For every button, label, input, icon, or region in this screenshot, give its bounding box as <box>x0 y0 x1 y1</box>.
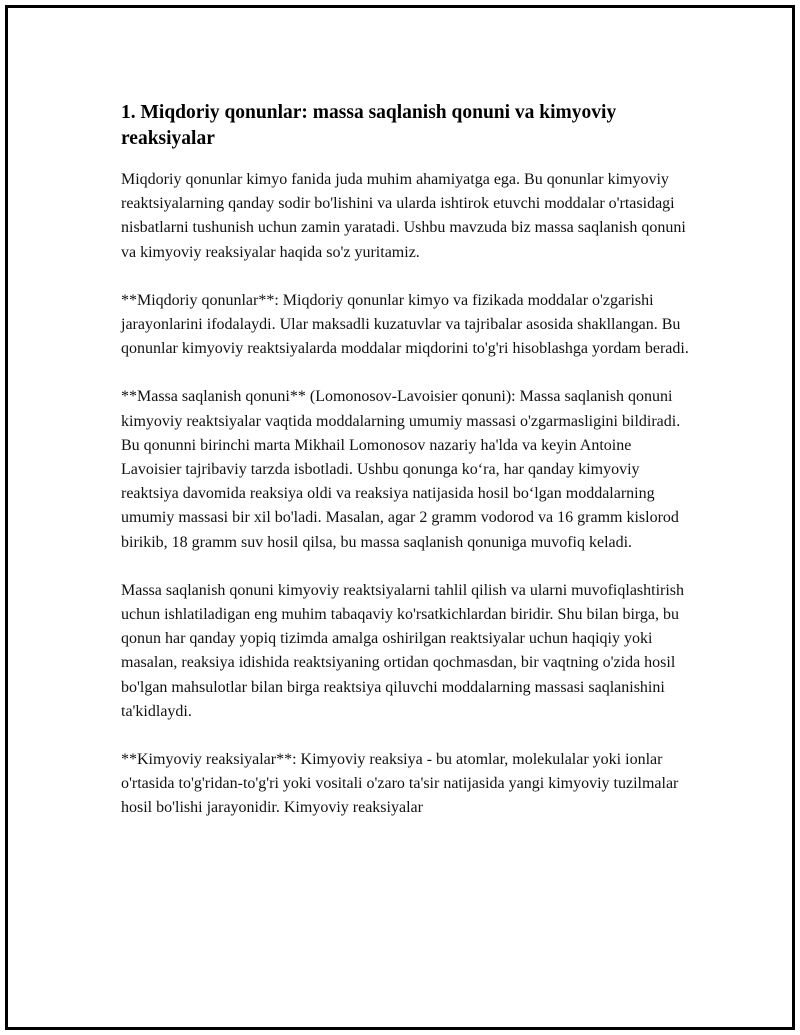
paragraph-chemical-reactions: **Kimyoviy reaksiyalar**: Kimyoviy reaksiya - bu atomlar, molekulalar yoki ionlar o'rtasida to'g'ridan-to'g'ri yoki vositali o'zaro ta'sir natijasida yangi kimyoviy tuzilmalar hosil bo'lishi jarayonidir. Kimyoviy reaksiyalar <box>121 751 679 817</box>
paragraph-intro: Miqdoriy qonunlar kimyo fanida juda muhim ahamiyatga ega. Bu qonunlar kimyoviy reaktsiyalarning qanday sodir bo'lishini va ularda ishtirok etuvchi moddalar o'rtasidagi nisbatlarni tushunish uchun zamin yaratadi. Ushbu mavzuda biz massa saqlanish qonuni va kimyoviy reaksiyalar haqida so'z yuritamiz. <box>121 171 686 261</box>
page-frame <box>5 5 795 1030</box>
page-title: 1. Miqdoriy qonunlar: massa saqlanish qonuni va kimyoviy reaksiyalar <box>121 102 617 149</box>
paragraph-mass-conservation: **Massa saqlanish qonuni** (Lomonosov-Lavoisier qonuni): Massa saqlanish qonuni kimyoviy reaktsiyalar vaqtida moddalarning umumiy massasi o'zgarmasligini bildiradi. Bu qonunni birinchi marta Mikhail Lomonosov nazariy ha'lda va keyin Antoine Lavoisier tajribaviy tarzda isbotladi. Ushbu qonunga ko‘ra, har qanday kimyoviy reaktsiya davomida reaksiya oldi va reaksiya natijasida hosil bo‘lgan moddalarning umumiy massasi bir xil bo'ladi. Masalan, agar 2 gramm vodorod va 16 gramm kislorod birikib, 18 gramm suv hosil qilsa, bu massa saqlanish qonuniga muvofiq keladi. <box>121 388 681 551</box>
paragraph-quantitative-laws: **Miqdoriy qonunlar**: Miqdoriy qonunlar kimyo va fizikada moddalar o'zgarishi jarayonlarini ifodalaydi. Ular maksadli kuzatuvlar va tajribalar asosida shakllangan. Bu qonunlar kimyoviy reaktsiyalarda moddalar miqdorini to'g'ri hisoblashga yordam beradi. <box>121 291 689 358</box>
document-body <box>121 100 693 845</box>
paragraph-mass-conservation-significance: Massa saqlanish qonuni kimyoviy reaktsiyalarni tahlil qilish va ularni muvofiqlashtirish uchun ishlatiladigan eng muhim tabaqaviy ko'rsatkichlardan biridir. Shu bilan birga, bu qonun har qanday yopiq tizimda amalga oshirilgan reaktsiyalar uchun haqiqiy yoki masalan, reaksiya idishida reaktsiyaning ortidan qochmasdan, bir vaqtning o'zida hosil bo'lgan mahsulotlar bilan birga reaktsiya qiluvchi moddalarning massasi saqlanishini ta'kidlaydi. <box>121 581 685 720</box>
